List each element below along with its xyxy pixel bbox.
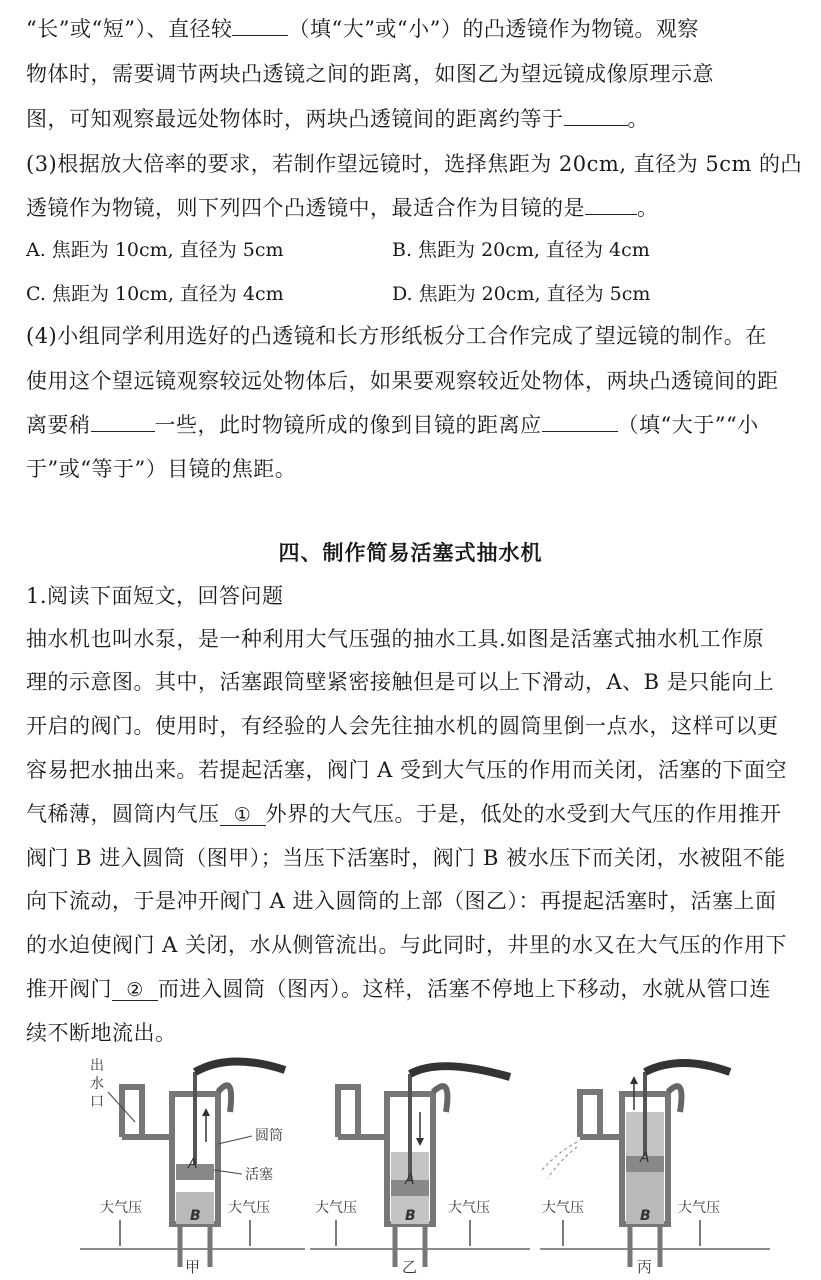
label-valve-b-3: B bbox=[640, 1208, 651, 1224]
label-cylinder: 圆筒 bbox=[255, 1128, 283, 1144]
q3-option-d[interactable]: D. 焦距为 20cm, 直径为 5cm bbox=[392, 283, 651, 305]
q2-blank-distance[interactable] bbox=[564, 105, 628, 126]
label-atm-2b: 大气压 bbox=[448, 1200, 490, 1216]
q4-blank-distance[interactable] bbox=[91, 411, 155, 432]
q4-text-3b: 一些，此时物镜所成的像到目镜的距离应 bbox=[154, 413, 542, 437]
q4-text-3c: （填“大于”“小 bbox=[617, 413, 759, 437]
passage-line-9 bbox=[26, 974, 771, 1004]
section-title: 四、制作简易活塞式抽水机 bbox=[278, 540, 543, 565]
passage-line-8: 的水迫使阀门 A 关闭，水从侧管流出。与此同时，井里的水又在大气压的作用下 bbox=[26, 933, 788, 957]
label-outlet-2: 水 bbox=[90, 1076, 104, 1092]
handle-3 bbox=[645, 1063, 730, 1072]
outlet-pipe-2 bbox=[338, 1087, 358, 1137]
q2-text-1b: （填“大”或“小”）的凸透镜作为物镜。观察 bbox=[288, 17, 699, 41]
passage-text-9b: 而进入圆筒（图丙）。这样，活塞不停地上下移动，水就从管口连 bbox=[158, 977, 771, 1001]
q2-text-3a: 图，可知观察最远处物体时，两块凸透镜间的距离约等于 bbox=[26, 107, 564, 131]
passage-line-6: 阀门 B 进入圆筒（图甲）；当压下活塞时，阀门 B 被水压下而关闭，水被阻不能 bbox=[26, 846, 786, 870]
passage-line-3: 开启的阀门。使用时，有经验的人会先往抽水机的圆筒里倒一点水，这样可以更 bbox=[26, 714, 779, 738]
passage-text-5a: 气稀薄，圆筒内气压 bbox=[26, 802, 220, 826]
label-atm-2a: 大气压 bbox=[315, 1200, 357, 1216]
label-atm-1b: 大气压 bbox=[228, 1200, 270, 1216]
passage-line-2: 理的示意图。其中，活塞跟筒壁紧密接触但是可以上下滑动，A、B 是只能向上 bbox=[26, 670, 775, 694]
leader-cylinder bbox=[218, 1136, 252, 1144]
label-atm-3b: 大气压 bbox=[678, 1200, 720, 1216]
pump-bing bbox=[542, 1063, 730, 1276]
handle-1 bbox=[195, 1061, 285, 1072]
caption-bing: 丙 bbox=[637, 1258, 653, 1276]
label-piston: 活塞 bbox=[245, 1167, 273, 1183]
q2-line-2: 物体时，需要调节两块凸透镜之间的距离，如图乙为望远镜成像原理示意 bbox=[26, 62, 714, 86]
q3-text-2b: 。 bbox=[637, 196, 659, 220]
q3-option-c[interactable]: C. 焦距为 10cm, 直径为 4cm bbox=[26, 283, 284, 305]
passage-text-9a: 推开阀门 bbox=[26, 977, 112, 1001]
q3-line-1: (3)根据放大倍率的要求，若制作望远镜时，选择焦距为 20cm, 直径为 5cm 的凸 bbox=[26, 152, 803, 176]
water-spray bbox=[542, 1142, 577, 1170]
q3-line-2 bbox=[26, 193, 659, 223]
label-outlet-1: 出 bbox=[90, 1058, 104, 1074]
q2-line-1 bbox=[26, 14, 699, 44]
outlet-pipe-1 bbox=[122, 1087, 142, 1137]
q4-line-1: (4)小组同学利用选好的凸透镜和长方形纸板分工合作完成了望远镜的制作。在 bbox=[26, 324, 767, 348]
q2-text-1a: “长”或“短”）、直径较 bbox=[26, 17, 233, 41]
label-valve-a-2: A bbox=[405, 1172, 415, 1188]
caption-yi: 乙 bbox=[402, 1258, 418, 1276]
pump-jia bbox=[90, 1058, 285, 1276]
passage-blank-1[interactable]: ① bbox=[220, 805, 266, 826]
passage-line-10: 续不断地流出。 bbox=[26, 1021, 177, 1045]
label-valve-b-1: B bbox=[190, 1208, 201, 1224]
passage-text-5b: 外界的大气压。于是，低处的水受到大气压的作用推开 bbox=[265, 802, 782, 826]
handle-2 bbox=[410, 1066, 510, 1077]
pump-yi bbox=[315, 1066, 510, 1276]
q4-line-4: 于”或“等于”）目镜的焦距。 bbox=[26, 457, 297, 481]
label-valve-a-1: A bbox=[188, 1156, 198, 1172]
q4-blank-compare[interactable] bbox=[542, 411, 618, 432]
passage-line-7: 向下流动，于是冲开阀门 A 进入圆筒的上部（图乙）：再提起活塞时，活塞上面 bbox=[26, 889, 777, 913]
arrow-down-2-head bbox=[416, 1138, 424, 1146]
q4-text-3a: 离要稍 bbox=[26, 413, 91, 437]
water-spray-2 bbox=[548, 1147, 577, 1178]
q3-option-a[interactable]: A. 焦距为 10cm, 直径为 5cm bbox=[26, 239, 284, 261]
passage-line-1: 抽水机也叫水泵，是一种利用大气压强的抽水工具.如图是活塞式抽水机工作原 bbox=[26, 627, 765, 651]
q2-line-3 bbox=[26, 104, 649, 134]
q3-blank-eyepiece[interactable] bbox=[585, 194, 637, 215]
q3-option-b[interactable]: B. 焦距为 20cm, 直径为 4cm bbox=[392, 239, 650, 261]
pump-diagram bbox=[80, 1052, 780, 1277]
passage-line-5 bbox=[26, 799, 782, 829]
q2-text-3b: 。 bbox=[627, 107, 649, 131]
q3-text-2a: 透镜作为物镜，则下列四个凸透镜中，最适合作为目镜的是 bbox=[26, 196, 585, 220]
outlet-pipe-3 bbox=[580, 1092, 600, 1137]
label-atm-1a: 大气压 bbox=[100, 1200, 142, 1216]
label-valve-a-3: A bbox=[640, 1150, 650, 1166]
label-atm-3a: 大气压 bbox=[542, 1200, 584, 1216]
passage-heading: 1.阅读下面短文，回答问题 bbox=[26, 584, 284, 608]
passage-blank-2[interactable]: ② bbox=[112, 980, 158, 1001]
arrow-up-1-head bbox=[202, 1108, 210, 1116]
passage-line-4: 容易把水抽出来。若提起活塞，阀门 A 受到大气压的作用而关闭，活塞的下面空 bbox=[26, 758, 788, 782]
q4-line-2: 使用这个望远镜观察较远处物体后，如果要观察较近处物体，两块凸透镜间的距 bbox=[26, 369, 779, 393]
label-outlet-3: 口 bbox=[90, 1094, 104, 1110]
caption-jia: 甲 bbox=[185, 1258, 201, 1276]
q2-blank-diameter[interactable] bbox=[232, 15, 288, 36]
label-valve-b-2: B bbox=[405, 1208, 416, 1224]
arrow-up-3-head bbox=[630, 1076, 638, 1084]
q4-line-3 bbox=[26, 410, 759, 440]
